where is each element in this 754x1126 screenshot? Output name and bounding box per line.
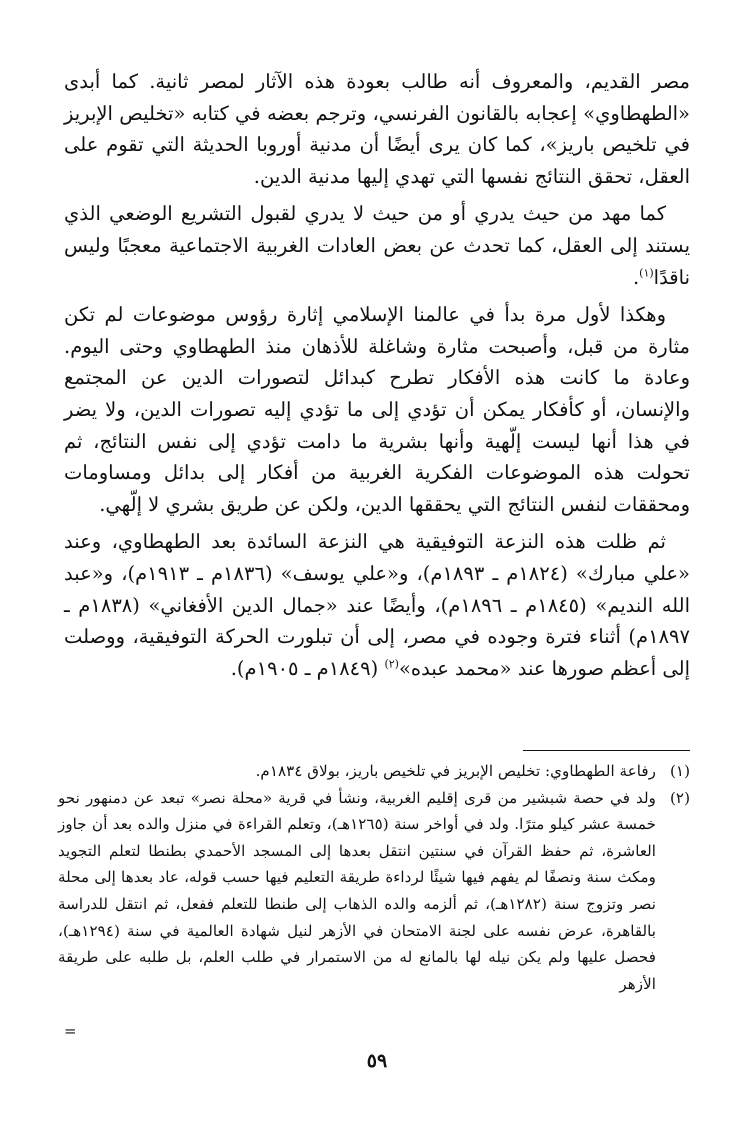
paragraph-2: كما مهد من حيث يدري أو من حيث لا يدري لقبول التشريع الوضعي الذي يستند إلى العقل، كما تحدث عن بعض العادات الغربية الاجتماعية معجبًا وليس ناقدًا$^{(١)}$. xyxy=(64,202,690,289)
footnote-number: (٢) xyxy=(669,788,690,807)
paragraph-3: وهكذا لأول مرة بدأ في عالمنا الإسلامي إثارة رؤوس موضوعات لم تكن مثارة من قبل، وأصبحت مثارة وشاغلة للأذهان منذ الطهطاوي وحتى اليوم. وعادة ما كانت هذه الأفكار تطرح كبدائل لتصورات الدين عن المجتمع والإنسان، أو كأفكار يمكن أن تؤدي إلى ما تؤدي إليه تصورات الدين، ولا يضر في هذا أنها ليست إلّهية وأنها بشرية ما دامت تؤدي إلى نفس النتائج، ثم تحولت هذه الموضوعات الفكرية الغربية من أفكار إلى بدائل ومساومات ومحققات لنفس النتائج التي يحققها الدين، ولكن عن طريق بشري لا إلّهي. xyxy=(64,303,690,516)
footnote-ref-1[interactable]: (١) xyxy=(639,266,654,280)
main-text xyxy=(64,66,690,690)
footnote-text: رفاعة الطهطاوي: تخليص الإبريز في تلخيص باريز، بولاق ١٨٣٤م. xyxy=(255,762,656,780)
footnotes xyxy=(58,758,690,997)
continuation-mark: = xyxy=(64,1022,77,1040)
footnote-number: (١) xyxy=(669,762,690,780)
footnote-2 xyxy=(58,785,690,998)
footnote-separator xyxy=(523,750,690,751)
footnote-1 xyxy=(58,758,690,785)
footnote-ref-2[interactable]: (٢) xyxy=(384,657,399,671)
paragraph-1: مصر القديم، والمعروف أنه طالب بعودة هذه الآثار لمصر ثانية. كما أبدى «الطهطاوي» إعجابه بالقانون الفرنسي، وترجم بعضه في كتابه «تخليص الإبريز في تلخيص باريز»، كما كان يرى أيضًا أن مدنية أوروبا الحديثة التي تقوم على العقل، تحقق النتائج نفسها التي تهدي إليها مدنية الدين. xyxy=(64,70,690,188)
paragraph-4: ثم ظلت هذه النزعة التوفيقية هي النزعة السائدة بعد الطهطاوي، وعند «علي مبارك» (١٨٢٤م ـ ١٨٩٣م)، و«علي يوسف» (١٨٣٦م ـ ١٩١٣م)، و«عبد الله النديم» (١٨٤٥م ـ ١٨٩٦م)، وأيضًا عند «جمال الدين الأفغاني» (١٨٣٨م ـ ١٨٩٧م) أثناء فترة وجوده في مصر، إلى أن تبلورت الحركة التوفيقية، ووصلت إلى أعظم صورها عند «محمد عبده»$^{(٢)}$ (١٨٤٩م ـ ١٩٠٥م). xyxy=(64,530,690,680)
footnote-text: ولد في حصة شبشير من قرى إقليم الغربية، ونشأ في قرية «محلة نصر» تبعد عن دمنهور نحو خمسة عشر كيلو مترًا. ولد في أواخر سنة (١٢٦٥هـ)، وتعلم القراءة في منزل والده بعد أن جاوز العاشرة، ثم حفظ القرآن في سنتين انتقل بعدها إلى المسجد الأحمدي بطنطا لتعلم التجويد ومكث سنة ونصفًا لم يفهم فيها شيئًا لرداءة طريقة التعليم فيها حسب قوله، عاد بعدها إلى محلة نصر وتزوج سنة (١٢٨٢هـ)، ثم ألزمه والده الذهاب إلى طنطا للتعلم ففعل، ثم انتقل للدراسة بالقاهرة، عرض نفسه على لجنة الامتحان في الأزهر لنيل شهادة العالمية في سنة (١٢٩٤هـ)، فحصل عليها ولم يكن نيله لها بالمانع له من الاستمرار في طلب العلم، بل طلبه على طريقة الأزهر xyxy=(58,788,656,993)
page-number: ٥٩ xyxy=(366,1050,388,1072)
